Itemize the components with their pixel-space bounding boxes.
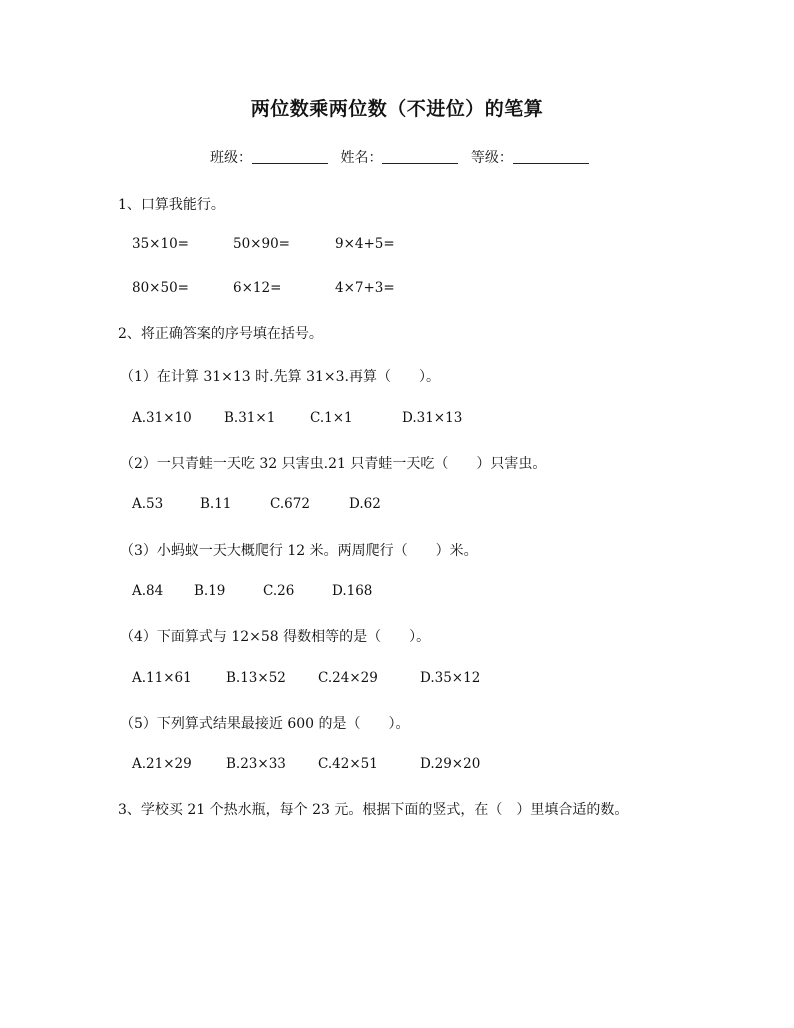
page-title: 两位数乘两位数（不进位）的笔算 <box>250 98 544 120</box>
option-a: A.84 <box>132 583 164 599</box>
option-c: C.24×29 <box>318 670 378 686</box>
option-a: A.21×29 <box>132 756 192 772</box>
option-a: A.11×61 <box>132 670 192 686</box>
question-2-stem: （2）一只青蛙一天吃 32 只害虫.21 只青蛙一天吃（ ）只害虫。 <box>120 456 547 472</box>
option-d: D.35×12 <box>420 670 481 686</box>
option-b: B.31×1 <box>224 410 276 426</box>
question-1-stem: （1）在计算 31×13 时.先算 31×3.再算（ ）。 <box>120 369 440 385</box>
class-field <box>210 147 328 167</box>
question-4-stem: （4）下面算式与 12×58 得数相等的是（ ）。 <box>120 629 431 645</box>
student-info-row <box>210 147 597 167</box>
option-b: B.23×33 <box>226 756 286 772</box>
option-a: A.31×10 <box>132 410 192 426</box>
class-label: 班级： <box>210 150 252 166</box>
section3-heading: 3、学校买 21 个热水瓶，每个 23 元。根据下面的竖式，在（ ）里填合适的数。 <box>118 802 629 818</box>
option-c: C.672 <box>270 496 310 512</box>
section1-heading: 1、口算我能行。 <box>118 197 225 213</box>
name-label: 姓名： <box>340 150 383 166</box>
option-a: A.53 <box>132 496 164 512</box>
mental-math-item: 35×10= <box>132 236 189 252</box>
question-5-stem: （5）下列算式结果最接近 600 的是（ ）。 <box>120 716 410 732</box>
grade-blank[interactable] <box>513 149 589 164</box>
name-field <box>340 147 458 167</box>
mental-math-item: 80×50= <box>132 280 189 296</box>
option-b: B.11 <box>200 496 232 512</box>
option-c: C.42×51 <box>318 756 378 772</box>
name-blank[interactable] <box>382 149 458 164</box>
option-b: B.19 <box>194 583 226 599</box>
mental-math-item: 4×7+3= <box>335 280 395 296</box>
mental-math-item: 6×12= <box>233 280 282 296</box>
option-d: D.31×13 <box>402 410 463 426</box>
class-blank[interactable] <box>252 149 328 164</box>
option-b: B.13×52 <box>226 670 286 686</box>
option-d: D.168 <box>332 583 373 599</box>
option-d: D.62 <box>349 496 381 512</box>
option-d: D.29×20 <box>420 756 481 772</box>
grade-field <box>471 147 589 167</box>
section2-heading: 2、将正确答案的序号填在括号。 <box>118 326 323 342</box>
option-c: C.1×1 <box>310 410 353 426</box>
grade-label: 等级： <box>470 150 513 166</box>
mental-math-item: 9×4+5= <box>335 236 395 252</box>
option-c: C.26 <box>263 583 295 599</box>
mental-math-item: 50×90= <box>233 236 290 252</box>
question-3-stem: （3）小蚂蚁一天大概爬行 12 米。两周爬行（ ）米。 <box>120 543 478 559</box>
